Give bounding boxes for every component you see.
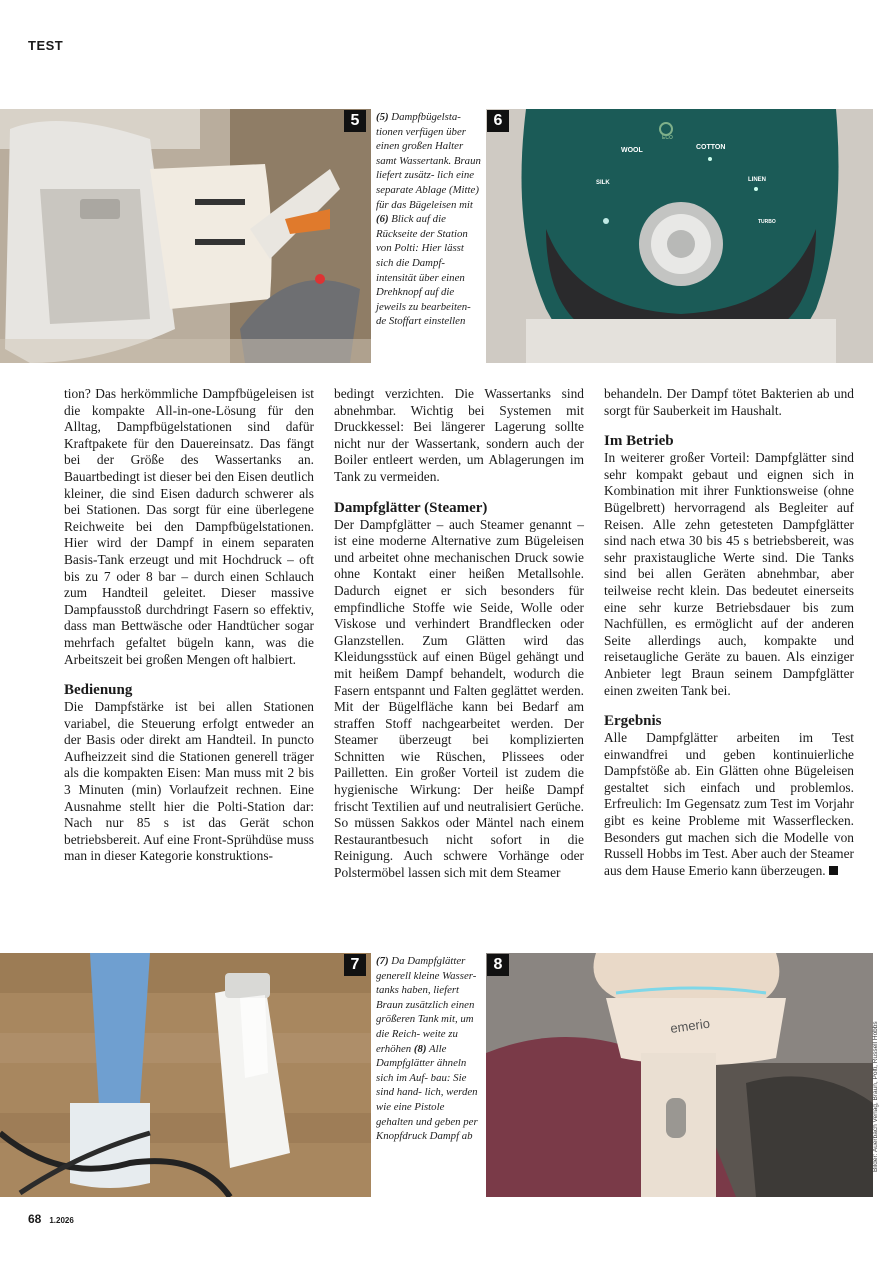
dial-label-eco: ECO [662,135,673,141]
caption-ref-8: (8) [413,1042,427,1055]
dial-label-turbo: TURBO [758,219,776,225]
column-3-paragraph-3 [604,730,854,879]
photo-7-image [0,953,371,1197]
column-3-paragraph-2: In weiterer großer Vorteil: Dampfglätter sind sehr kompakt gebaut und eignen sich in Kombination mit ihrer Funktionsweise (ohne Bügelbrett) hervorragend als Begleiter auf Reisen. Alle zehn getesteten Dampfglätter sind nach etwa 30 bis 45 s betriebsbereit, was sehr praxistaugliche Werte sind. Die Tanks sind bei allen Geräten abnehmbar, aber teilweise recht klein. Das bedeutet einerseits eine sehr kurze Betriebsdauer bis zum Nachfüllen, es ermöglicht auf der anderen Seite allerdings auch, kompakte und reisetaugliche Geräte zu bauen. Als einziger Anbieter legt Braun seinem Dampfglätter einen zweiten Tank bei. [604,450,854,698]
heading-dampfglaetter: Dampfglätter (Steamer) [334,499,488,516]
article-column-3 [604,386,854,879]
article-column-2 [334,386,584,882]
end-mark [829,866,838,875]
heading-ergebnis: Ergebnis [604,713,662,730]
photo-7-number: 7 [344,954,366,976]
dial-label-silk: SILK [596,180,610,186]
page-number: 68 [28,1212,42,1226]
column-2-paragraph-1: bedingt verzichten. Die Wassertanks sind abnehmbar. Wichtig bei Systemen mit Druckkessel: Bei längerer Lagerung sollte nicht nur der Wassertank, sondern auch der Boiler entleert werden, um Ablagerungen im Tank zu vermeiden. [334,386,584,484]
heading-im-betrieb: Im Betrieb [604,433,674,450]
caption-7-8 [376,954,482,1144]
caption-text-6: Blick auf die Rückseite der Station von Polti: Hier lässt sich die Dampf- intensität über einen Drehknopf auf die jeweils zu bearbeiten- de Stoffart einstellen [376,213,471,328]
photo-credits: Bilder: Auerbach Verlag, Braun, Polti, Russell Hobbs [872,1021,879,1172]
emerio-brand-label: emerio [669,1015,711,1036]
photo-5-image [0,109,371,363]
photo-8 [486,953,873,1197]
photo-6-number: 6 [487,110,509,132]
dial-label-cotton: COTTON [696,144,726,151]
photo-6-image [486,109,873,363]
column-3-paragraph-3-text: Alle Dampfglätter arbeiten im Test einwandfrei und geben kontinuierliche Dampfstöße ab. Ein Glätten ohne Bügeleisen gestaltet sich einfach und problemlos. Erfreulich: Im Gegensatz zum Test im Vorjahr gibt es keine Probleme mit Wasserflecken. Besonders gut machen sich die Modelle von Russell Hobbs im Test. Aber auch der Steamer aus dem Hause Emerio kann überzeugen. [604,730,854,878]
page-footer [28,1212,74,1226]
photo-5-number: 5 [344,110,366,132]
caption-text-5: Dampfbügelsta- tionen verfügen über einen großen Halter samt Wassertank. Braun liefert zusätz- lich eine separate Ablage (Mitte) für das Bügeleisen mit [376,111,481,211]
caption-ref-6: (6) [376,213,389,226]
photo-6 [486,109,873,363]
dial-label-wool: WOOL [621,147,643,154]
photo-5 [0,109,371,363]
column-1-paragraph-1: tion? Das herkömmliche Dampfbügeleisen ist die kompakte All-in-one-Lösung für den Alltag, Dampfbügelstationen sind dafür Kraftpakete für den Dauereinsatz. Das fängt bei der Größe des Wassertanks an. Bauartbedingt ist dieser bei den Eisen deutlich kleiner, die sind Eisen dadurch schwerer als bei Stationen. Das sorgt für eine überlegene Reichweite bei den Dampfbügelstationen. Hier wird der Dampf in einem separaten Basis-Tank erzeugt und mit Hochdruck – oft bis zu 7 oder 8 bar – durch einen Schlauch zum Handteil geleitet. Dieser massive Dampfausstoß durchdringt Fasern so effektiv, dass man Bettwäsche oder Handtücher sogar mehrfach gefaltet bügeln kann, was die Arbeitszeit bei großen Mengen oft halbiert. [64,386,314,667]
article-column-1 [64,386,314,865]
section-tag: TEST [28,38,64,53]
column-1-paragraph-2: Die Dampfstärke ist bei allen Stationen variabel, die Steuerung erfolgt entweder an der Basis oder direkt am Handteil. In puncto Aufheizzeit sind die Stationen generell träger als die kompakten Eisen: Man muss mit 2 bis 3 Minuten (min) Vorlaufzeit rechnen. Eine Ausnahme stellt hier die Polti-Station dar: Nach nur 85 s ist das Gerät schon betriebsbereit. Auf eine Front-Sprühdüse muss man in dieser Kategorie konstruktions- [64,699,314,864]
photo-8-number: 8 [487,954,509,976]
caption-ref-7: (7) [376,955,389,967]
issue-label: 1.2026 [49,1216,74,1225]
heading-bedienung: Bedienung [64,682,133,699]
photo-8-image [486,953,873,1197]
caption-text-7: Da Dampfglätter generell kleine Wasser- tanks haben, liefert Braun zusätzlich einen größeren Tank mit, um die Reich- weite zu erhöhen [376,955,477,1055]
dial-label-linen: LINEN [748,177,766,183]
column-2-paragraph-2: Der Dampfglätter – auch Steamer genannt – ist eine moderne Alternative zum Bügeleisen und arbeitet ohne mechanischen Druck sowie ohne Kontakt einer heißen Metallsohle. Dadurch eignet er sich besonders für empfindliche Stoffe wie Seide, Wolle oder Viskose und verhindert Brandflecken oder Glanzstellen. Zum Glätten wird das Kleidungsstück auf einen Bügel gehängt und mit heißem Dampf behandelt, wodurch die Fasern entspannt und Falten geglättet werden. Mit der Bügelfläche kann bei Bedarf am straffen Stoff nachgearbeitet werden. Der Steamer überzeugt bei komplizierten Schnitten wie Rüschen, Plissees oder Pailletten. Ein großer Vorteil ist zudem die hygienische Wirkung: Der heiße Dampf frischt Textilien auf und neutralisiert Gerüche. So müssen Sakkos oder Mäntel nach einem Restaurantbesuch nicht sofort in die Reinigung. Auch schwere Vorhänge oder Polstermöbel lassen sich mit dem Steamer [334,516,584,881]
photo-7 [0,953,371,1197]
caption-ref-5: (5) [376,111,389,123]
caption-text-8: Alle Dampfglätter ähneln sich im Auf- bau: Sie sind hand- lich, werden wie eine Pistole gehalten und geben per Knopfdruck Dampf ab [376,1042,478,1143]
column-3-paragraph-1: behandeln. Der Dampf tötet Bakterien ab und sorgt für Sauberkeit im Haushalt. [604,386,854,418]
caption-5-6 [376,110,482,329]
